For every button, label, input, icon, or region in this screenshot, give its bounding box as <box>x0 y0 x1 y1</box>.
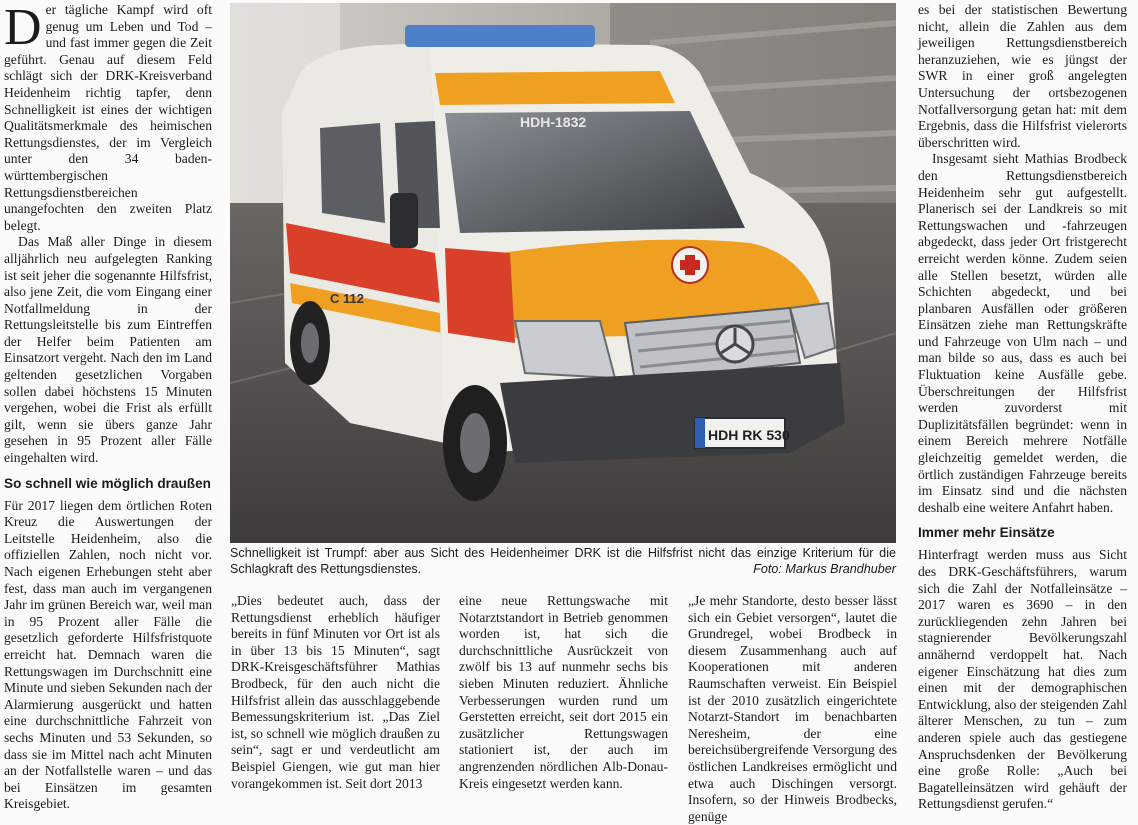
paragraph: Hinterfragt werden muss aus Sicht des DRK-Geschäftsführers, warum sich die Zahl der Notfalleinsätze – 2017 waren es 3690 – in den zurückliegenden zehn Jahren bei stagnierender Bevölkerungszahl annähernd verdoppelt hat. Nach eigener Einschätzung hat dies zum einen mit der demographischen Entwicklung, also der steigenden Zahl älterer Menschen, zu tun – zum anderen spiele auch das gestiegene Anspruchsdenken der Bevölkerung eine große Rolle: „Auch bei Bagatelleinsätzen wird gehäuft der Rettungsdienst gerufen.“ <box>918 547 1127 812</box>
photo-caption <box>230 545 896 577</box>
windshield-label: HDH-1832 <box>520 114 587 130</box>
article-column-2 <box>231 593 440 792</box>
subheading: Immer mehr Einsätze <box>918 525 1055 541</box>
paragraph: „Je mehr Standorte, desto besser lässt sich ein Gebiet versorgen“, lautet die Grundregel, wobei Brodbeck in diesem Zusammenhang auch auf Kooperationen mit anderen Raumschaften verweist. Ein Beispiel ist der 2010 zusätzlich eingerichtete Notarzt-Standort im benachbarten Neresheim, der eine bereichsübergreifende Versorgung des östlichen Landkreises ermöglicht und etwa auch Dischingen versorgt. Insofern, so der Hinweis Brodbecks, genüge <box>688 593 897 824</box>
lead-paragraph: Der tägliche Kampf wird oft genug um Leben und Tod – und fast immer gegen die Zeit geführt. Genau auf diesem Feld schlägt sich der DRK-Kreisverband Heidenheim richtig tapfer, denn Schnelligkeit ist eines der wichtigen Qualitätsmerkmale des heimischen Rettungsdienstes, der im Vergleich unter den 34 baden-württembergischen Rettungsdienstbereichen unangefochten den zweiten Platz belegt. <box>4 0 212 233</box>
license-plate: HDH RK 530 <box>708 427 790 443</box>
paragraph: es bei der statistischen Bewertung nicht, allein die Zahlen aus dem jeweiligen Rettungsdienstbereich heranzuziehen, wie es jüngst der SWR in einer groß angelegten Untersuchung der ortsbezogenen Notfallversorgung getan hat: mit dem Ergebnis, dass die Hilfsfrist vielerorts überschritten wird. <box>918 2 1127 150</box>
subheading: So schnell wie möglich draußen <box>4 475 211 491</box>
paragraph: Insgesamt sieht Mathias Brodbeck den Rettungsdienstbereich Heidenheim sehr gut aufgestellt. Planerisch sei der Landkreis so mit Rettungswachen und -fahrzeugen abgedeckt, dass jeder Ort fristgerecht erreicht werden könne. Zudem seien alle Stellen besetzt, würden alle Schichten abgedeckt, und bei planbaren Ausfällen oder größeren Einsätzen ziehe man Rettungskräfte und Fahrzeuge von Ulm nach – und man bilde so aus, dass es auch bei Fluktuation keine Ausfälle gebe. Überschreitungen der Hilfsfrist werden zuvorderst mit Duplizitätsfällen begründet: wenn in einem Bereich mehrere Notfälle gleichzeitig gemeldet werden, die örtlich zuständigen Fahrzeuge bereits im Einsatz sind und die nächsten deshalb eine weitere Anfahrt haben. <box>918 151 1127 515</box>
vehicle-number-label: C 112 <box>330 291 364 306</box>
ambulance-photo <box>230 3 896 543</box>
article-column-1 <box>4 2 212 813</box>
article-column-3 <box>459 593 668 792</box>
caption-text: Schnelligkeit ist Trumpf: aber aus Sicht des Heidenheimer DRK ist die Hilfsfrist nicht das einzige Kriterium für die Schlagkraft des Rettungsdienstes. <box>230 546 896 576</box>
article-column-5 <box>918 2 1127 813</box>
paragraph: eine neue Rettungswache mit Notarztstandort in Betrieb genommen worden ist, hat sich die durchschnittliche Ausrückzeit von zwölf bis 13 auf nunmehr sechs bis sieben Minuten reduziert. Ähnliche Verbesserungen wurden rund um Gerstetten erreicht, seit dort 2015 ein zusätzlicher Rettungswagen stationiert ist, der auch im angrenzenden nördlichen Alb-Donau-Kreis eingesetzt werden kann. <box>459 593 668 791</box>
paragraph: „Dies bedeutet auch, dass der Rettungsdienst erheblich häufiger bereits in fünf Minuten vor Ort ist als in über 13 bis 15 Minuten“, sagt DRK-Kreisgeschäftsführer Mathias Brodbeck, für den auch nicht die Hilfsfrist allein das ausschlaggebende Bemessungskriterium ist. „Das Ziel ist, so schnell wie möglich draußen zu sein“, sagt er und verdeutlicht am Beispiel Giengen, wie gut man hier vorangekommen ist. Seit dort 2013 <box>231 593 440 791</box>
photo-credit: Foto: Markus Brandhuber <box>753 562 896 576</box>
paragraph: Das Maß aller Dinge in diesem alljährlich neu aufgelegten Ranking ist seit jeher die sogenannte Hilfsfrist, also jene Zeit, die vom Eingang einer Notfallmeldung in der Rettungsleitstelle bis zum Eintreffen der Helfer beim Patienten am Einsatzort vergeht. Nach den im Land geltenden gesetzlichen Vorgaben sollen dabei höchstens 15 Minuten vergehen, wobei die Frist als erfüllt gilt, wenn sie übers ganze Jahr gesehen in 95 Prozent aller Fälle eingehalten wird. <box>4 234 212 466</box>
article-column-4 <box>688 593 897 825</box>
drop-cap: D <box>4 0 42 56</box>
paragraph: Für 2017 liegen dem örtlichen Roten Kreuz die Auswertungen der Leitstelle Heidenheim, also die offiziellen Zahlen, noch nicht vor. Nach eigenen Erhebungen steht aber fest, dass man auch im vergangenen Jahr im grünen Bereich war, weil man in 95 Prozent aller Fälle die gesetzlich geforderte Hilfsfristquote erreicht hat. Demnach waren die Rettungswagen im Durchschnitt eine Minute und sieben Sekunden nach der Alarmierung ausgerückt und hatten eine durchschnittliche Fahrzeit von sechs Minuten und 53 Sekunden, so dass sie im Mittel nach acht Minuten an der Notfallstelle waren – und das bei Einsätzen im gesamten Kreisgebiet. <box>4 497 213 812</box>
